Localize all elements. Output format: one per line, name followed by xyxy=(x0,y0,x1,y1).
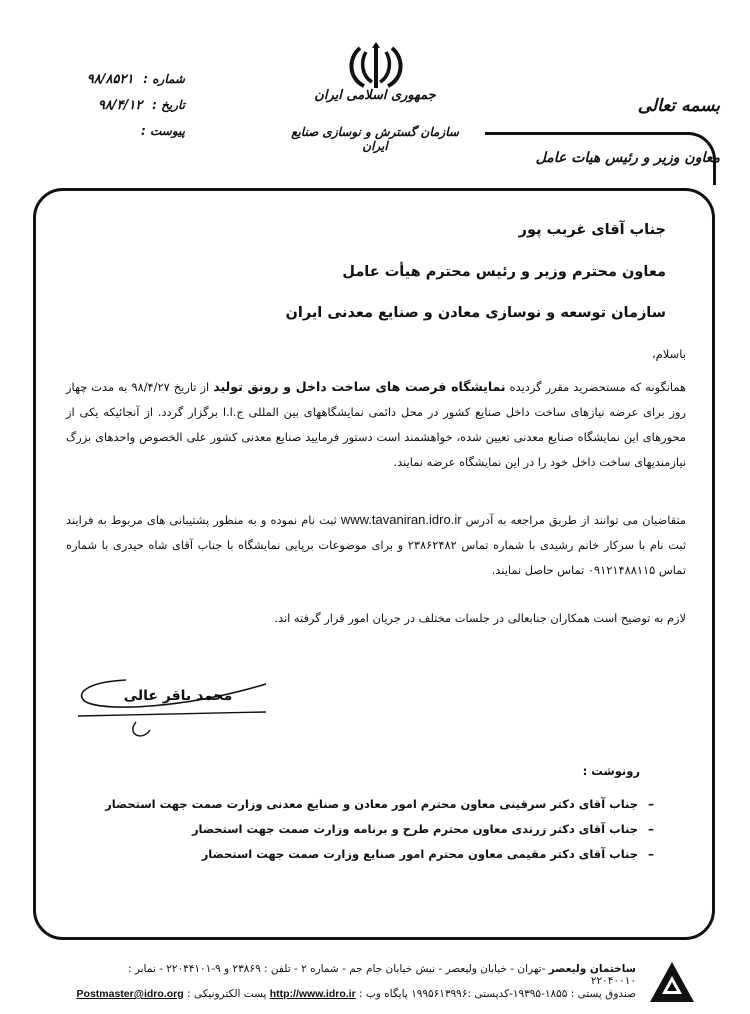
sender-title: معاون وزیر و رئیس هیات عامل xyxy=(535,150,720,166)
footer-email-label: پست الکترونیکی : xyxy=(186,988,267,1000)
cc-item-1: جناب آقای دکتر سرقینی معاون محترم امور معادن و صنایع معدنی وزارت صمت جهت استحضار xyxy=(105,797,638,811)
letter-number-label: شماره : xyxy=(143,72,185,86)
organization-name: سازمان گسترش و نوسازی صنایع ایران xyxy=(291,125,459,153)
idro-logo-icon xyxy=(648,960,696,1006)
attachment-label: پیوست : xyxy=(141,124,185,138)
footer-address-text: -تهران - خیابان ولیعصر - نبش خیابان جام جم - شماره ۲ - تلفن : ۲۳۸۶۹ و ۹-۲۲۰۴۴۱۰۱ - نمابر : ۲۲۰۴۰۰۱۰ xyxy=(127,963,636,987)
cc-label: رونوشت : xyxy=(582,764,640,778)
paragraph-2-part-1: متقاضیان می توانند از طریق مراجعه به آدرس xyxy=(465,513,687,527)
footer-building: ساختمان ولیعصر xyxy=(548,963,636,975)
bismillah-heading: بسمه تعالی xyxy=(637,96,720,116)
attachment-row xyxy=(60,124,185,138)
footer-web-link[interactable]: http://www.idro.ir xyxy=(269,988,356,1000)
footer-address xyxy=(86,963,636,987)
letter-number-value: ۹۸/۸۵۲۱ xyxy=(86,72,134,87)
letter-date-row xyxy=(60,98,185,113)
paragraph-1-part-1: همانگونه که مستحضرید مقرر گردیده xyxy=(509,380,686,394)
paragraph-2 xyxy=(66,507,686,583)
footer-postal: صندوق پستی : ۱۸۵۵-۱۹۳۹۵-کدپستی :۱۹۹۵۶۱۳۹۹۶ پایگاه وب : xyxy=(359,988,636,1000)
signer-name: محمد باقر عالی xyxy=(123,688,233,704)
cc-bullet: – xyxy=(648,822,654,836)
cc-item-3: جناب آقای دکتر مقیمی معاون محترم امور صنایع وزارت صمت جهت استحضار xyxy=(201,847,638,861)
paragraph-1-part-2: از تاریخ ۹۸/۴/۲۷ به مدت چهار روز برای عرضه نیازهای ساخت داخل صنایع کشور در محل دائمی نمایشگاههای بین المللی ج.ا.ا برگزار گردد. از آنجائیکه یکی از محورهای این نمایشگاه صنایع معدنی تعیین شده، خواهشمند است دستور فرمایید صنایع معدنی کشور علی الخصوص واحدهای بزرگ نیازمندیهای ساخت داخل خود را در این نمایشگاه عرضه نمایند. xyxy=(66,380,686,469)
greeting: باسلام، xyxy=(651,347,686,361)
recipient-name: جناب آقای غریب پور xyxy=(518,222,666,238)
letter-date-value: ۹۸/۴/۱۲ xyxy=(97,98,143,113)
handwritten-signature xyxy=(66,672,276,742)
letter-date-label: تاریخ : xyxy=(152,98,185,112)
footer-email-link[interactable]: Postmaster@idro.org xyxy=(76,988,184,1000)
paragraph-3: لازم به توضیح است همکاران جنابعالی در جلسات مختلف در جریان امور قرار گرفته اند. xyxy=(274,611,686,625)
letter-number-row xyxy=(60,72,185,87)
recipient-position: معاون محترم وزیر و رئیس محترم هیأت عامل xyxy=(342,264,666,280)
cc-item-2: جناب آقای دکتر زرندی معاون محترم طرح و برنامه وزارت صمت جهت استحضار xyxy=(191,822,638,836)
footer-contact xyxy=(50,988,636,1000)
iran-emblem-icon xyxy=(346,40,406,92)
government-name: جمهوری اسلامی ایران xyxy=(314,88,436,103)
cc-bullet: – xyxy=(648,797,654,811)
recipient-organization: سازمان توسعه و نوسازی معادن و صنایع معدنی ایران xyxy=(285,305,666,321)
registration-website-link[interactable]: www.tavaniran.idro.ir xyxy=(340,512,462,527)
paragraph-1 xyxy=(66,374,686,475)
paragraph-2-part-2: ثبت نام نموده و به منظور پشتیبانی های مربوط به فرایند ثبت نام با سرکار خانم رشیدی با شماره تماس ۲۳۸۶۲۴۸۲ و برای موضوعات برپایی نمایشگاه با جناب آقای شاه حیدری با شماره تماس ۰۹۱۲۱۴۸۸۱۱۵ تماس حاصل نمایند. xyxy=(66,513,686,577)
cc-bullet: – xyxy=(648,847,654,861)
exhibition-name: نمایشگاه فرصت های ساخت داخل و رونق تولید xyxy=(213,379,506,394)
